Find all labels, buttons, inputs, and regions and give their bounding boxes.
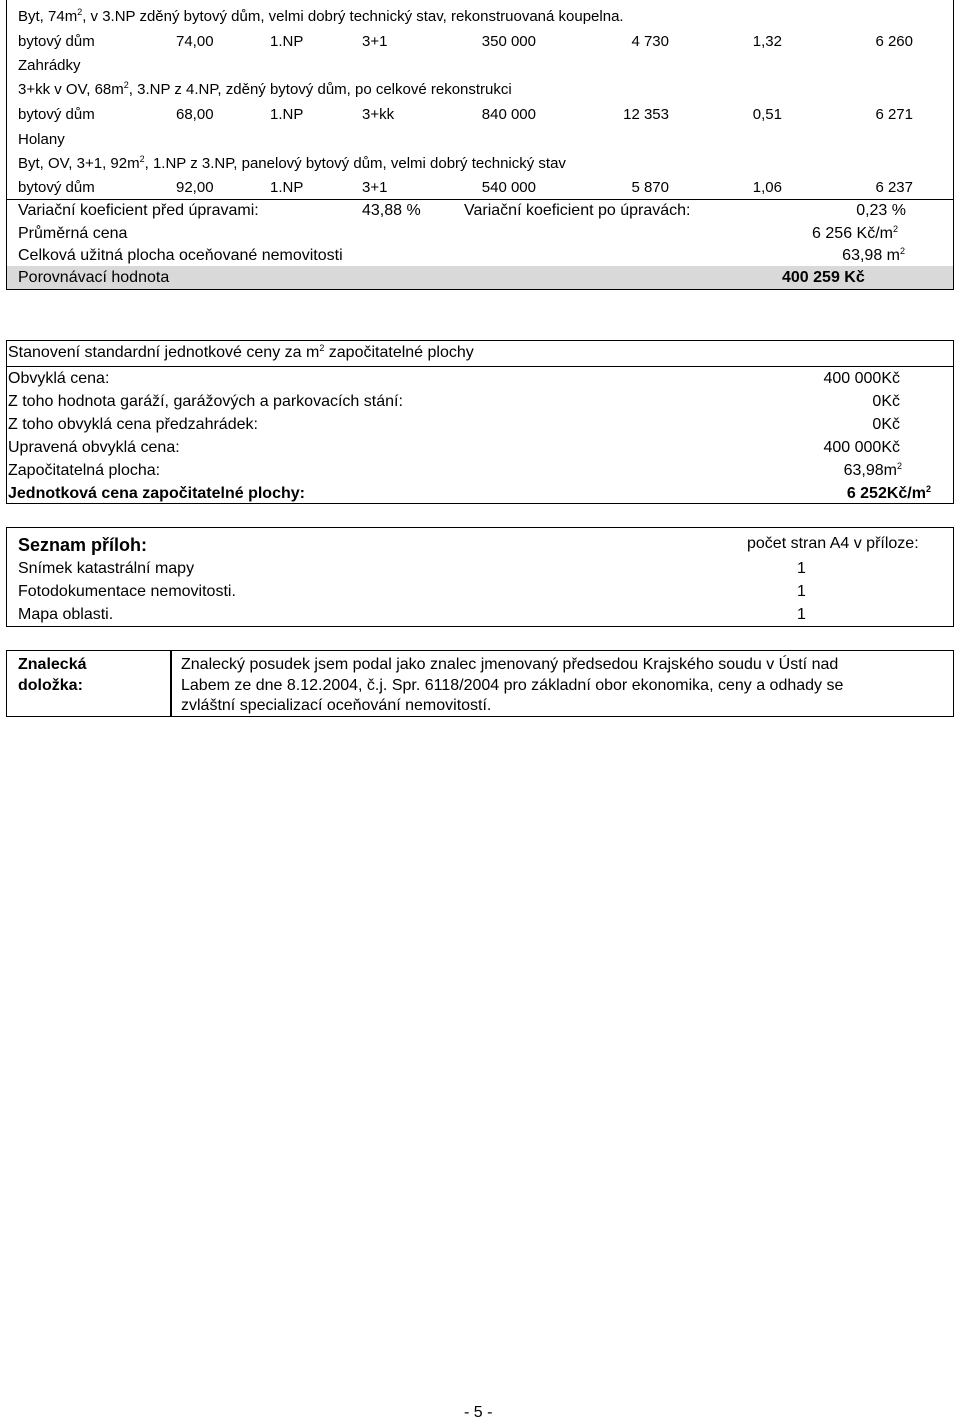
garages-value: 0Kč xyxy=(872,393,900,410)
cell-type: bytový dům xyxy=(18,33,95,50)
average-price-label: Průměrná cena xyxy=(18,225,128,242)
var-after-label: Variační koeficient po úpravách: xyxy=(464,202,691,219)
cell-price-m2: 12 353 xyxy=(623,106,669,123)
countable-area-value: $63,98m^2$ xyxy=(843,461,902,479)
clause-text-line-3: zvláštní specializací oceňování nemovitostí. xyxy=(181,697,492,714)
page-number: - 5 - xyxy=(464,1404,493,1421)
cell-coef: 1,06 xyxy=(752,179,782,196)
clause-text-line-2: Labem ze dne 8.12.2004, č.j. Spr. 6118/2004 pro základní obor ekonomika, ceny a odhady se xyxy=(181,677,844,694)
cell-layout: 3+1 xyxy=(362,33,388,50)
divider xyxy=(7,199,953,200)
cell-adjusted: 6 260 xyxy=(875,33,913,50)
var-before-label: Variační koeficient před úpravami: xyxy=(18,202,259,219)
garages-value-label: Z toho hodnota garáží, garážových a parkovacích stání: xyxy=(8,393,403,410)
attachment-pages: 1 xyxy=(797,606,806,623)
cell-area: 74,00 xyxy=(176,33,214,50)
average-price-value: 6 256 $Kč/m^2$ xyxy=(812,224,898,242)
attachments-pages-header: počet stran A4 v příloze: xyxy=(747,535,919,552)
clause-text-line-1: Znalecký posudek jsem podal jako znalec jmenovaný předsedou Krajského soudu v Ústí nad xyxy=(181,656,839,673)
unit-price-label: Jednotková cena započitatelné plochy: xyxy=(8,485,305,502)
attachment-item: Fotodokumentace nemovitosti. xyxy=(18,583,236,600)
usual-price-value: 400 000Kč xyxy=(823,370,900,387)
adjusted-price-value: 400 000Kč xyxy=(823,439,900,456)
cell-floor: 1.NP xyxy=(270,33,304,50)
cell-price-m2: 5 870 xyxy=(631,179,669,196)
front-gardens-label: Z toho obvyklá cena předzahrádek: xyxy=(8,416,258,433)
total-area-value: 63,98 $m^2$ xyxy=(842,246,905,264)
attachments-title: Seznam příloh: xyxy=(18,535,148,555)
total-area-label: Celková užitná plocha oceňované nemovitosti xyxy=(18,247,343,264)
cell-type: bytový dům xyxy=(18,106,95,123)
cell-floor: 1.NP xyxy=(270,106,304,123)
comparable-3-description: Byt, OV, 3+1, $92m^2$, 1.NP z 3.NP, panelový bytový dům, velmi dobrý technický stav xyxy=(18,154,566,172)
comparable-2-location: Zahrádky xyxy=(18,57,81,74)
cell-coef: 1,32 xyxy=(752,33,782,50)
attachment-item: Snímek katastrální mapy xyxy=(18,560,195,577)
unit-price-value: 6 $252Kč/m^2$ xyxy=(846,484,931,502)
attachment-pages: 1 xyxy=(797,560,806,577)
comparable-3-location: Holany xyxy=(18,131,65,148)
cell-adjusted: 6 237 xyxy=(875,179,913,196)
cell-type: bytový dům xyxy=(18,179,95,196)
cell-price: 350 000 xyxy=(481,33,536,50)
usual-price-label: Obvyklá cena: xyxy=(8,370,110,387)
cell-adjusted: 6 271 xyxy=(875,106,913,123)
clause-label-line-1: Znalecká xyxy=(18,656,87,673)
cell-price: 840 000 xyxy=(481,106,536,123)
clause-divider xyxy=(170,651,172,716)
cell-area: 68,00 xyxy=(176,106,214,123)
cell-coef: 0,51 xyxy=(752,106,782,123)
countable-area-label: Započitatelná plocha: xyxy=(8,462,161,479)
cell-floor: 1.NP xyxy=(270,179,304,196)
cell-price-m2: 4 730 xyxy=(631,33,669,50)
clause-label-line-2: doložka: xyxy=(18,677,83,694)
var-after-value: 0,23 % xyxy=(856,202,906,219)
comparable-1-description: Byt, $74m^2$, v 3.NP zděný bytový dům, velmi dobrý technický stav, rekonstruovaná koupelna. xyxy=(18,7,624,25)
adjusted-price-label: Upravená obvyklá cena: xyxy=(8,439,180,456)
attachment-pages: 1 xyxy=(797,583,806,600)
var-before-value: 43,88 % xyxy=(362,202,421,219)
divider xyxy=(7,366,953,367)
comparison-value: 400 259 Kč xyxy=(782,269,865,286)
cell-layout: 3+1 xyxy=(362,179,388,196)
comparison-value-label: Porovnávací hodnota xyxy=(18,269,170,286)
cell-layout: 3+kk xyxy=(362,106,395,123)
comparable-2-description: 3+kk v OV, $68m^2$, 3.NP z 4.NP, zděný bytový dům, po celkové rekonstrukci xyxy=(18,80,512,98)
standard-price-title: Stanovení standardní jednotkové ceny za $m^2$ započitatelné plochy xyxy=(8,343,474,361)
cell-area: 92,00 xyxy=(176,179,214,196)
cell-price: 540 000 xyxy=(481,179,536,196)
attachment-item: Mapa oblasti. xyxy=(18,606,114,623)
front-gardens-value: 0Kč xyxy=(872,416,900,433)
